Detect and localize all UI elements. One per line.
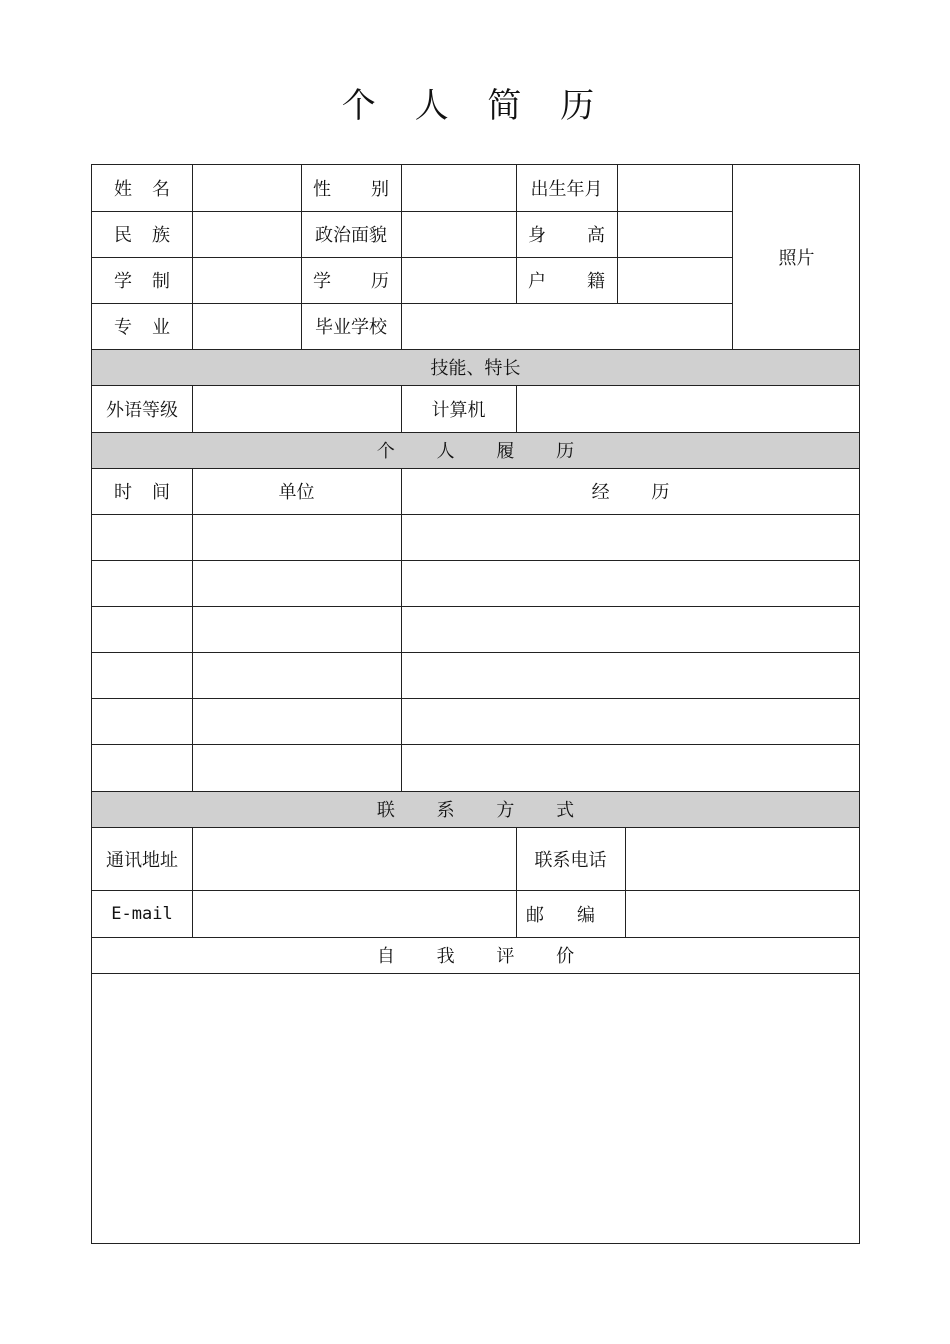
computer-field[interactable] bbox=[517, 385, 860, 432]
label-hukou: 户 籍 bbox=[528, 271, 605, 292]
school-field[interactable] bbox=[402, 303, 732, 349]
label-major: 专 业 bbox=[114, 317, 170, 338]
ethnicity-field[interactable] bbox=[193, 211, 301, 257]
label-school: 毕业学校 bbox=[315, 317, 387, 338]
col-experience: 经 历 bbox=[591, 482, 688, 503]
resume-form bbox=[91, 164, 860, 1244]
history-row[interactable] bbox=[193, 745, 860, 791]
label-education: 学 历 bbox=[313, 271, 389, 292]
label-name: 姓 名 bbox=[114, 179, 170, 200]
language-field[interactable] bbox=[193, 385, 401, 432]
photo-placeholder[interactable]: 照片 bbox=[778, 248, 815, 269]
education-field[interactable] bbox=[402, 257, 516, 303]
label-height: 身 高 bbox=[528, 225, 605, 246]
label-gender: 性 别 bbox=[313, 179, 389, 200]
history-header: 个 人 履 历 bbox=[376, 441, 593, 462]
political-field[interactable] bbox=[402, 211, 516, 257]
self-eval-area[interactable] bbox=[92, 974, 859, 1243]
history-row[interactable] bbox=[193, 653, 860, 698]
self-eval-header: 自 我 评 价 bbox=[376, 946, 593, 967]
label-ethnicity: 民 族 bbox=[114, 225, 170, 246]
history-row[interactable] bbox=[193, 515, 860, 560]
major-field[interactable] bbox=[193, 303, 301, 349]
label-political: 政治面貌 bbox=[315, 225, 387, 246]
history-row[interactable] bbox=[193, 699, 860, 744]
duration-field[interactable] bbox=[193, 257, 301, 303]
history-row[interactable] bbox=[193, 561, 860, 606]
gender-field[interactable] bbox=[402, 165, 516, 211]
page-title: 个 人 简 历 bbox=[341, 86, 609, 126]
label-email: E-mail bbox=[111, 903, 173, 924]
label-phone: 联系电话 bbox=[534, 849, 607, 871]
postcode-field[interactable] bbox=[626, 890, 860, 937]
col-unit: 单位 bbox=[278, 482, 315, 503]
label-birth: 出生年月 bbox=[530, 179, 603, 200]
label-language: 外语等级 bbox=[106, 399, 178, 421]
email-field[interactable] bbox=[193, 890, 516, 937]
address-field[interactable] bbox=[193, 827, 516, 890]
label-duration: 学 制 bbox=[114, 271, 170, 292]
name-field[interactable] bbox=[193, 165, 301, 211]
height-field[interactable] bbox=[618, 211, 732, 257]
col-time: 时 间 bbox=[114, 482, 170, 503]
birth-field[interactable] bbox=[618, 165, 732, 211]
label-computer: 计算机 bbox=[431, 399, 486, 421]
label-postcode: 邮 编 bbox=[526, 904, 595, 926]
skills-header: 技能、特长 bbox=[430, 358, 521, 379]
label-address: 通讯地址 bbox=[106, 849, 178, 871]
phone-field[interactable] bbox=[626, 827, 860, 890]
hukou-field[interactable] bbox=[618, 257, 732, 303]
history-row[interactable] bbox=[193, 607, 860, 652]
contact-header: 联 系 方 式 bbox=[376, 800, 593, 821]
